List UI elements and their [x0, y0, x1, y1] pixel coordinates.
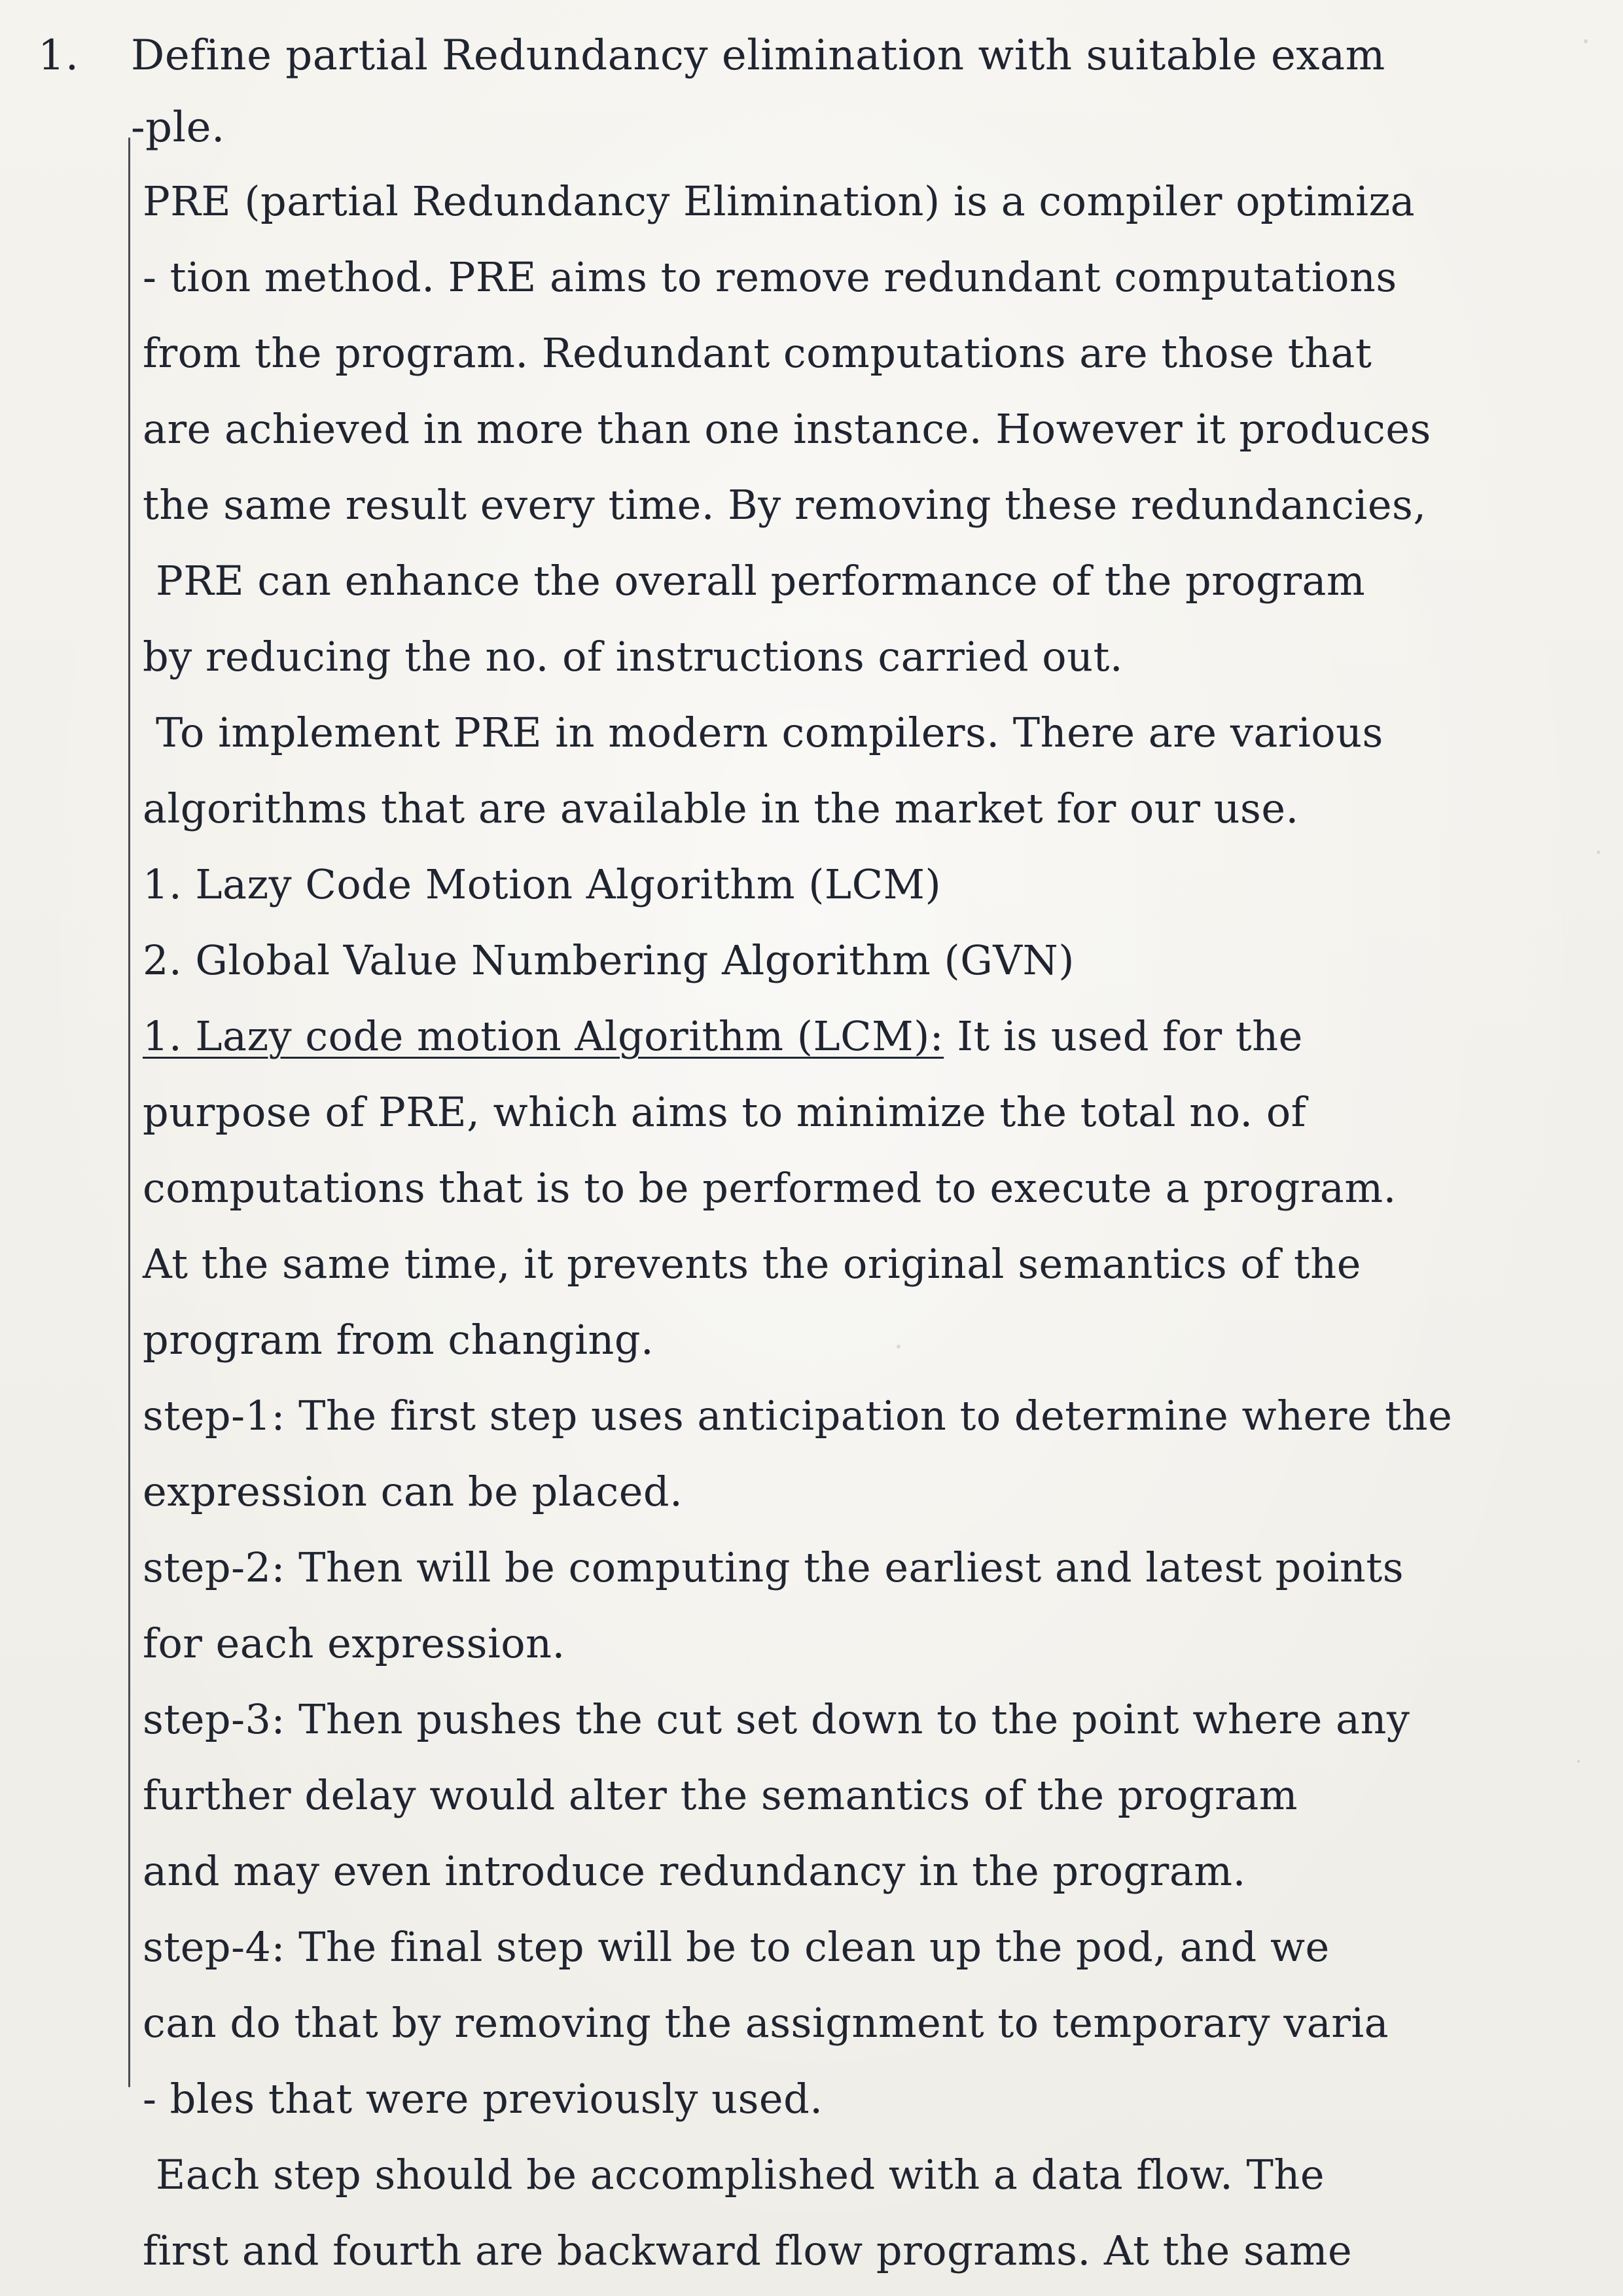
answer-line: the same result every time. By removing these redundancies, — [143, 481, 1427, 529]
question-line-2: -ple. — [131, 103, 225, 152]
step-line: for each expression. — [143, 1619, 565, 1667]
step-line: step-4: The final step will be to clean up the pod, and we — [143, 1923, 1330, 1971]
paper-speckle — [1597, 851, 1600, 854]
lcm-heading-rest: It is used for the — [944, 1012, 1303, 1060]
step-line: - bles that were previously used. — [143, 2075, 823, 2123]
lcm-line: At the same time, it prevents the original semantics of the — [143, 1240, 1361, 1288]
answer-body — [143, 164, 1589, 2289]
algorithm-list-item: 2. Global Value Numbering Algorithm (GVN) — [143, 936, 1075, 984]
answer-line: from the program. Redundant computations are those that — [143, 329, 1372, 377]
question-number: 1. — [38, 31, 80, 80]
step-line: step-2: Then will be computing the earliest and latest points — [143, 1544, 1404, 1591]
answer-line: PRE (partial Redundancy Elimination) is a compiler optimiza — [143, 177, 1416, 225]
lcm-line: purpose of PRE, which aims to minimize the total no. of — [143, 1088, 1307, 1136]
question-text — [131, 20, 1590, 164]
answer-line: To implement PRE in modern compilers. There are various — [156, 709, 1383, 756]
step-line: further delay would alter the semantics of the program — [143, 1771, 1298, 1819]
step-line: step-1: The first step uses anticipation to determine where the — [143, 1392, 1453, 1439]
lcm-line: program from changing. — [143, 1316, 654, 1364]
answer-line: PRE can enhance the overall performance of the program — [156, 557, 1366, 605]
step-line: and may even introduce redundancy in the program. — [143, 1847, 1246, 1895]
step-line: step-3: Then pushes the cut set down to the point where any — [143, 1695, 1410, 1743]
answer-line: are achieved in more than one instance. However it produces — [143, 405, 1431, 453]
closing-line: first and fourth are backward flow programs. At the same — [143, 2227, 1353, 2274]
algorithm-list-item: 1. Lazy Code Motion Algorithm (LCM) — [143, 860, 942, 908]
answer-line: - tion method. PRE aims to remove redundant computations — [143, 253, 1397, 301]
margin-rule — [128, 137, 130, 2087]
question-line-1: Define partial Redundancy elimination with suitable exam — [131, 31, 1385, 80]
lcm-heading-line — [143, 998, 1589, 1074]
answer-line: algorithms that are available in the market for our use. — [143, 785, 1299, 832]
lcm-line: computations that is to be performed to execute a program. — [143, 1164, 1397, 1212]
lcm-heading: 1. Lazy code motion Algorithm (LCM): — [143, 1012, 944, 1060]
answer-line: by reducing the no. of instructions carried out. — [143, 633, 1124, 680]
closing-line: Each step should be accomplished with a data flow. The — [156, 2151, 1325, 2199]
step-line: expression can be placed. — [143, 1468, 683, 1515]
step-line: can do that by removing the assignment to temporary varia — [143, 1999, 1389, 2047]
